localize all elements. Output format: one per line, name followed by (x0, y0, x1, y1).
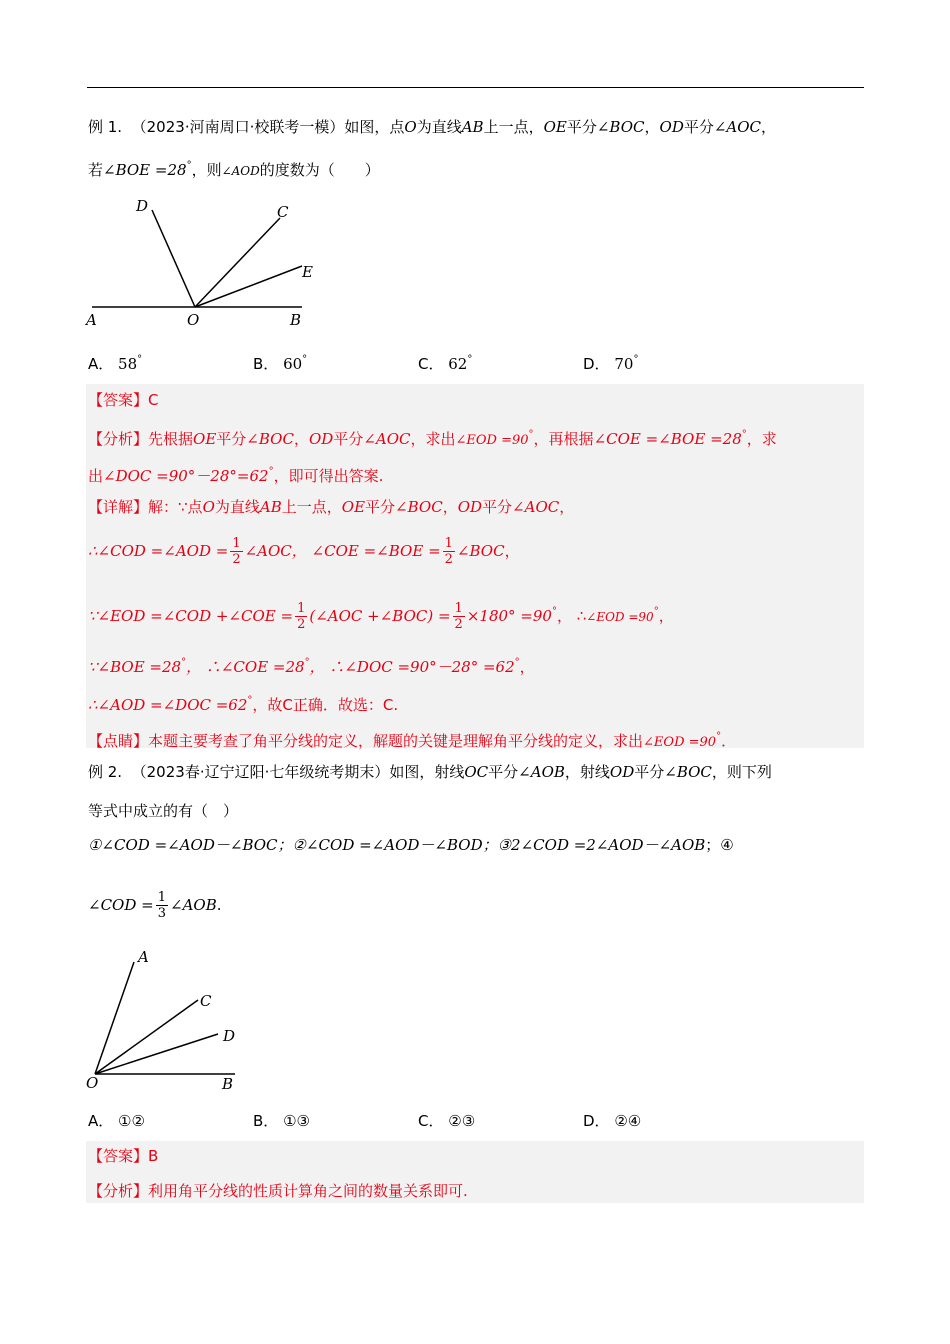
label-A: A (86, 311, 97, 329)
label-D: D (136, 197, 149, 215)
label-C: C (277, 203, 289, 221)
ex1-choice-d[interactable]: D． 70° (583, 354, 639, 373)
ex2-statement4: ∠COD = $\frac{1}{3}$ ∠AOB. (88, 890, 222, 921)
ex1-tip: 【点睛】本题主要考查了角平分线的定义，解题的关键是理解角平分线的定义，求出∠EOD =90°． (88, 731, 737, 750)
ex1-choice-a[interactable]: A． 58° (88, 354, 143, 373)
ex1-detail-line3: ∵∠EOD =∠COD +∠COE = $\frac{1}{2}$ (∠AOC +∠BOC) = $\frac{1}{2}$ ×180° =90°， ∴∠EOD =90°， (88, 601, 674, 632)
ex2-answer: 【答案】B (88, 1147, 159, 1165)
ex1-choice-c[interactable]: C． 62° (418, 354, 473, 373)
label-O: O (86, 1074, 99, 1092)
ex2-figure (80, 942, 250, 1092)
ex1-label: 例 1. (88, 118, 123, 136)
top-rule (87, 87, 864, 88)
ex2-question-line2: 等式中成立的有（ ） (88, 802, 239, 820)
ex1-detail-line4: ∵∠BOE =28°， ∴∠COE =28°， ∴∠DOC =90°－28° =62°， (88, 657, 535, 676)
label-B: B (290, 311, 302, 329)
ex2-question-line1: 例 2. （2023春·辽宁辽阳·七年级统考期末）如图，射线OC平分∠AOB，射线OD平分∠BOC，则下列 (88, 763, 772, 781)
label-A: A (138, 948, 149, 966)
ex2-choice-b[interactable]: B． ①③ (253, 1112, 310, 1130)
ex1-detail-line2: ∴∠COD =∠AOD = $\frac{1}{2}$ ∠AOC， ∠COE =∠BOE = $\frac{1}{2}$ ∠BOC， (88, 536, 520, 567)
ex1-question-line1: 例 1. （2023·河南周口·校联考一模）如图，点O为直线AB上一点，OE平分∠BOC，OD平分∠AOC， (88, 118, 777, 136)
ex2-analysis: 【分析】利用角平分线的性质计算角之间的数量关系即可. (88, 1182, 468, 1200)
label-D: D (223, 1027, 236, 1045)
ex2-choice-c[interactable]: C． ②③ (418, 1112, 476, 1130)
ex2-source: （2023春·辽宁辽阳·七年级统考期末） (131, 763, 390, 781)
ex1-answer: 【答案】C (88, 391, 159, 409)
ex1-analysis-line1: 【分析】先根据OE平分∠BOC，OD平分∠AOC，求出∠EOD =90°，再根据∠COE =∠BOE =28°，求 (88, 429, 777, 448)
ex1-figure (80, 192, 320, 332)
ex2-label: 例 2. (88, 763, 123, 781)
label-E: E (302, 263, 313, 281)
ex1-detail-line1: 【详解】解：∵点O为直线AB上一点，OE平分∠BOC，OD平分∠AOC， (88, 498, 575, 516)
label-O: O (187, 311, 200, 329)
ex1-choice-b[interactable]: B． 60° (253, 354, 308, 373)
ex2-choice-a[interactable]: A． ①② (88, 1112, 145, 1130)
ex1-detail-line5: ∴∠AOD =∠DOC =62°，故C正确．故选：C. (88, 695, 399, 714)
ex1-question-line2: 若∠BOE =28°，则∠AOD的度数为（ ） (88, 160, 380, 179)
label-C: C (200, 992, 212, 1010)
ex1-analysis-line2: 出∠DOC =90°－28°=62°，即可得出答案. (88, 466, 384, 485)
ex2-statements: ①∠COD =∠AOD－∠BOC；②∠COD =∠AOD－∠BOD；③2∠COD =2∠AOD－∠AOB；④ (88, 836, 734, 854)
label-B: B (222, 1075, 234, 1092)
ex2-choice-d[interactable]: D． ②④ (583, 1112, 642, 1130)
ex1-source: （2023·河南周口·校联考一模） (131, 118, 345, 136)
